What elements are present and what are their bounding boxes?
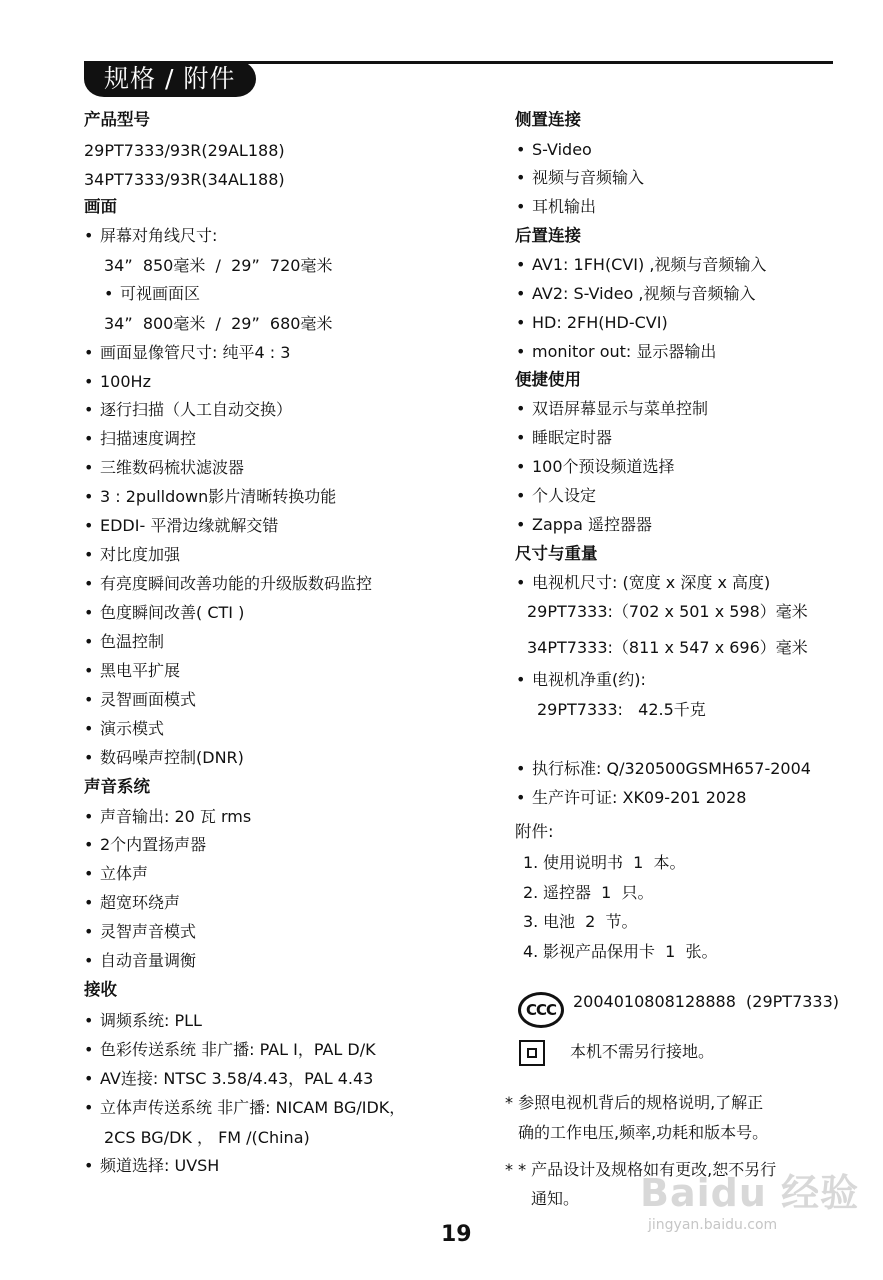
picture-heading: 画面 xyxy=(84,197,117,216)
dims-heading: 尺寸与重量 xyxy=(515,544,598,563)
picture-item: • 色度瞬间改善( CTI ) xyxy=(100,603,244,623)
convenience-item: • Zappa 遥控器器 xyxy=(532,515,652,535)
ccc-code: 2004010808128888 (29PT7333) xyxy=(573,992,840,1011)
model-1: 29PT7333/93R(29AL188) xyxy=(84,141,285,160)
visible-values: 34” 800毫米 / 29” 680毫米 xyxy=(104,314,333,333)
picture-item: • 扫描速度调控 xyxy=(100,429,196,449)
picture-item: • 灵智画面模式 xyxy=(100,690,196,710)
page-title: 规格 / 附件 xyxy=(84,61,256,97)
side-item: • S-Video xyxy=(532,140,592,160)
sound-item: • 超宽环绕声 xyxy=(100,893,180,913)
accessory-item: 2. 遥控器 1 只。 xyxy=(523,883,654,902)
ccc-certification-icon: CCC xyxy=(518,992,564,1028)
stereo-system: • 立体声传送系统 非广播: NICAM BG/IDK， xyxy=(100,1098,405,1118)
channel-selection: • 频道选择: UVSH xyxy=(100,1156,219,1176)
page-number: 19 xyxy=(441,1222,472,1247)
sound-item: • 立体声 xyxy=(100,864,148,884)
accessory-item: 1. 使用说明书 1 本。 xyxy=(523,853,686,872)
sound-item: • 2个内置扬声器 xyxy=(100,835,206,855)
picture-item: • 黑电平扩展 xyxy=(100,661,180,681)
sound-item: • 自动音量调衡 xyxy=(100,951,196,971)
note-1-cont: 确的工作电压,频率,功耗和版本号。 xyxy=(518,1123,769,1142)
ground-note: 本机不需另行接地。 xyxy=(570,1042,715,1061)
tuning-system: • 调频系统: PLL xyxy=(100,1011,202,1031)
rear-heading: 后置连接 xyxy=(515,226,581,245)
size-29: 29PT7333:（702 x 501 x 598）毫米 xyxy=(527,602,808,621)
note-2-cont: 通知。 xyxy=(531,1189,580,1208)
sound-heading: 声音系统 xyxy=(84,777,150,796)
reception-heading: 接收 xyxy=(84,980,117,999)
diag-values: 34” 850毫米 / 29” 720毫米 xyxy=(104,256,333,275)
picture-item: • 有亮度瞬间改善功能的升级版数码监控 xyxy=(100,574,372,594)
convenience-item: • 个人设定 xyxy=(532,486,596,506)
side-item: • 视频与音频输入 xyxy=(532,168,644,188)
picture-item: • EDDI- 平滑边缘就解交错 xyxy=(100,516,278,536)
rear-item: • HD: 2FH(HD-CVI) xyxy=(532,313,668,333)
weight-label: • 电视机净重(约): xyxy=(532,670,646,690)
picture-item: • 三维数码梳状滤波器 xyxy=(100,458,244,478)
model-heading: 产品型号 xyxy=(84,110,150,129)
convenience-item: • 100个预设频道选择 xyxy=(532,457,675,477)
av-connection: • AV连接: NTSC 3.58/4.43，PAL 4.43 xyxy=(100,1069,373,1089)
sound-item: • 声音输出: 20 瓦 rms xyxy=(100,807,251,827)
watermark-url: jingyan.baidu.com xyxy=(648,1217,778,1233)
double-insulation-icon xyxy=(519,1040,545,1066)
side-heading: 侧置连接 xyxy=(515,110,581,129)
size-34: 34PT7333:（811 x 547 x 696）毫米 xyxy=(527,638,808,657)
accessories-heading: 附件: xyxy=(515,822,554,841)
standard: • 执行标准: Q/320500GSMH657-2004 xyxy=(532,759,811,779)
rear-item: • monitor out: 显示器输出 xyxy=(532,342,716,362)
model-2: 34PT7333/93R(34AL188) xyxy=(84,170,285,189)
picture-item: • 色温控制 xyxy=(100,632,164,652)
picture-item: • 100Hz xyxy=(100,372,151,392)
weight-29: 29PT7333: 42.5千克 xyxy=(537,700,706,719)
accessory-item: 3. 电池 2 节。 xyxy=(523,912,638,931)
picture-item: • 画面显像管尺寸: 纯平4 : 3 xyxy=(100,343,290,363)
note-2: * * 产品设计及规格如有更改,恕不另行 xyxy=(505,1160,777,1179)
picture-item: • 数码噪声控制(DNR) xyxy=(100,748,244,768)
picture-item: • 逐行扫描（人工自动交换） xyxy=(100,400,292,420)
watermark-logo: Baidu 经验 xyxy=(640,1171,860,1215)
stereo-system-cont: 2CS BG/DK ， FM /(China) xyxy=(104,1128,310,1147)
rear-item: • AV2: S-Video ,视频与音频输入 xyxy=(532,284,756,304)
side-item: • 耳机输出 xyxy=(532,197,596,217)
license: • 生产许可证: XK09-201 2028 xyxy=(532,788,746,808)
convenience-item: • 睡眠定时器 xyxy=(532,428,612,448)
convenience-heading: 便捷使用 xyxy=(515,370,581,389)
picture-item: • 3 : 2pulldown影片清晰转换功能 xyxy=(100,487,336,507)
picture-item: • 对比度加强 xyxy=(100,545,180,565)
convenience-item: • 双语屏幕显示与菜单控制 xyxy=(532,399,708,419)
rear-item: • AV1: 1FH(CVI) ,视频与音频输入 xyxy=(532,255,766,275)
color-system: • 色彩传送系统 非广播: PAL I，PAL D/K xyxy=(100,1040,376,1060)
visible-label: • 可视画面区 xyxy=(120,284,200,304)
picture-item: • 演示模式 xyxy=(100,719,164,739)
size-label: • 电视机尺寸: (宽度 x 深度 x 高度) xyxy=(532,573,770,593)
sound-item: • 灵智声音模式 xyxy=(100,922,196,942)
diag-label: • 屏幕对角线尺寸: xyxy=(100,226,217,246)
accessory-item: 4. 影视产品保用卡 1 张。 xyxy=(523,942,718,961)
note-1: * 参照电视机背后的规格说明,了解正 xyxy=(505,1093,764,1112)
